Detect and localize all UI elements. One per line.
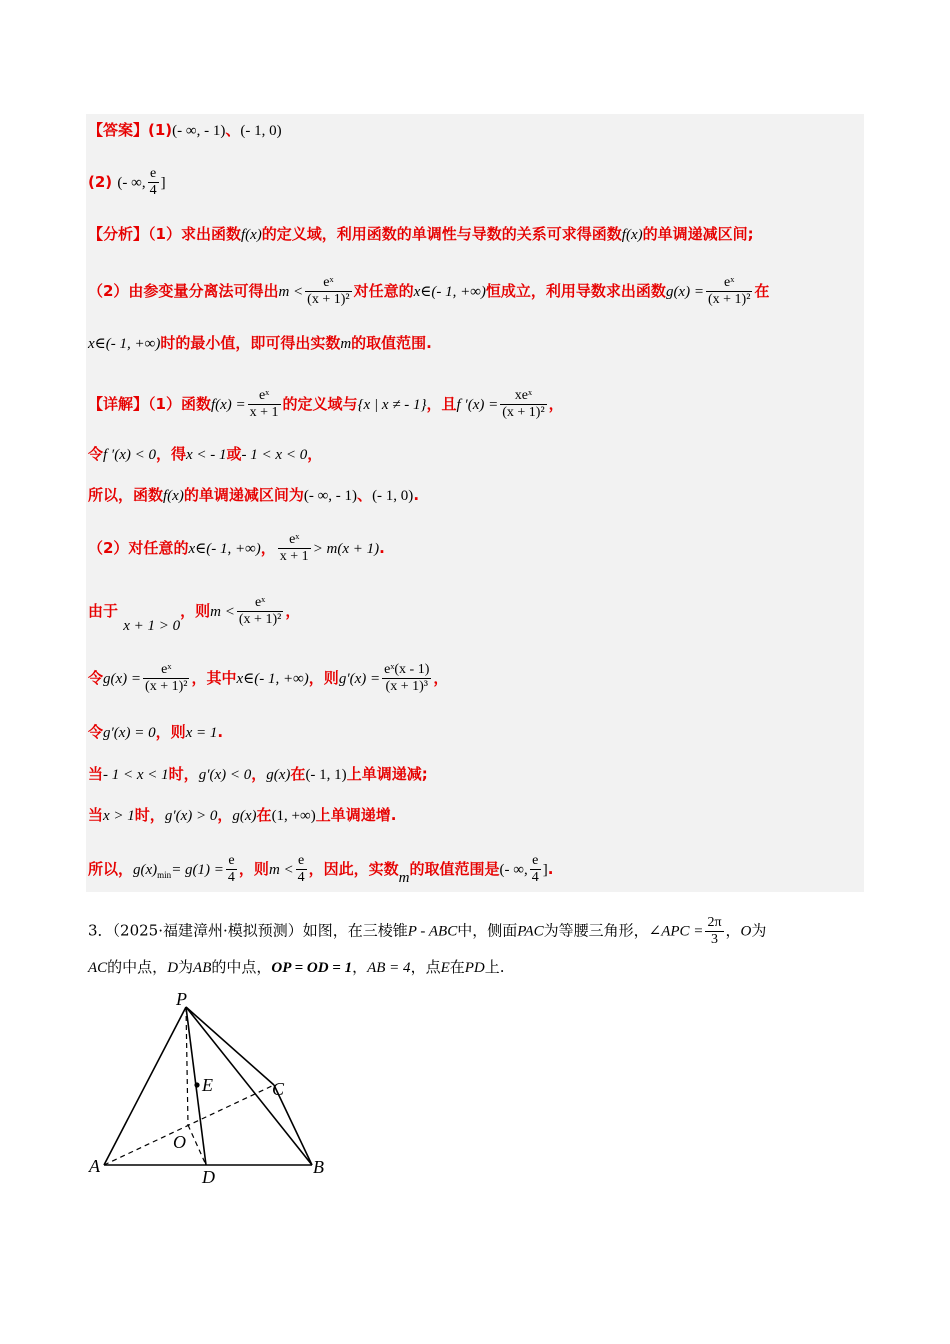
detail-line-4 xyxy=(88,532,385,565)
fraction-den: (x + 1)² xyxy=(502,405,545,420)
detail-text: 在 xyxy=(256,806,272,824)
detail-text: 令 xyxy=(88,445,104,463)
question-text: 为 xyxy=(751,921,767,940)
fraction-e-over-4 xyxy=(148,166,159,199)
fraction-num: e xyxy=(532,853,539,868)
detail-text: 当 xyxy=(88,806,104,824)
label-a: A xyxy=(89,1156,100,1176)
detail-text: . xyxy=(413,486,420,504)
math-ineq: - 1 < x < 0 xyxy=(241,447,308,463)
fraction xyxy=(237,595,283,628)
detail-text: ，因此，实数 xyxy=(308,860,399,878)
analysis-line-1 xyxy=(88,224,754,245)
question-text: ， xyxy=(725,921,741,940)
detail-text: ， xyxy=(433,669,449,687)
label-o: O xyxy=(173,1132,186,1152)
math-subscript: min xyxy=(157,870,172,880)
point-e-dot xyxy=(194,1082,199,1087)
math-gprime: g′(x) > 0 xyxy=(164,808,218,824)
detail-text: 当 xyxy=(88,765,104,783)
fraction xyxy=(382,662,431,695)
question-line-2 xyxy=(88,957,505,978)
math-fx: f(x) xyxy=(240,227,262,243)
detail-text: . xyxy=(379,539,385,557)
analysis-line-2 xyxy=(88,275,769,308)
math-m: m < xyxy=(210,604,235,620)
detail-line-5 xyxy=(88,595,301,634)
answer-interval-close: ] xyxy=(160,175,166,191)
fraction-den: 4 xyxy=(227,870,235,885)
math-ineq: x < - 1 xyxy=(186,447,227,463)
fraction xyxy=(143,662,189,695)
math-fx: f(x) = xyxy=(210,397,246,413)
math-interval: (- 1, 1) xyxy=(305,767,347,783)
analysis-text: 的取值范围. xyxy=(351,334,432,352)
detail-label: 【详解】（1）函数 xyxy=(88,395,211,413)
question-text: ， xyxy=(352,958,368,976)
analysis-line-3 xyxy=(88,333,432,354)
analysis-text: 恒成立，利用导数求出函数 xyxy=(485,282,666,300)
question-text: 的中点， xyxy=(211,958,272,976)
math-ineq: x > 1 xyxy=(103,808,135,824)
math-angle: ∠APC = xyxy=(648,923,704,940)
math-interval: (- ∞, - 1) xyxy=(303,488,358,504)
detail-line-2 xyxy=(88,444,322,465)
fraction-num: e xyxy=(149,166,157,181)
detail-text: （2）对任意的 xyxy=(88,539,189,557)
detail-text: ， xyxy=(251,765,267,783)
detail-text: ，则 xyxy=(180,602,211,620)
fraction-num: eˣ(x - 1) xyxy=(384,662,430,677)
fraction-num: e xyxy=(228,853,235,868)
math-domain: x∈(- 1, +∞) xyxy=(188,541,261,557)
fraction xyxy=(530,853,541,886)
math-d: D xyxy=(167,960,179,976)
math-tetra: P - ABC xyxy=(407,923,458,940)
separator: 、 xyxy=(357,486,373,504)
question-number: 3． xyxy=(88,921,113,940)
detail-text: ， xyxy=(217,806,233,824)
question-text: 上. xyxy=(484,958,505,976)
question-text: 为等腰三角形， xyxy=(543,921,649,940)
math-eq: AB = 4 xyxy=(367,960,411,976)
math-gx: g(x) xyxy=(232,808,257,824)
detail-text: 所以， xyxy=(88,860,134,878)
answer-line-1 xyxy=(88,120,282,141)
math-domain: x∈(- 1, +∞) xyxy=(88,336,161,352)
detail-text: ，则 xyxy=(308,669,339,687)
detail-text: 或 xyxy=(226,445,242,463)
fraction-den: 4 xyxy=(297,870,305,885)
fraction-den: (x + 1)³ xyxy=(382,678,431,695)
fraction-num: eˣ xyxy=(254,595,266,610)
detail-text: 的单调递减区间为 xyxy=(183,486,304,504)
detail-text: ，且 xyxy=(426,395,457,413)
fraction xyxy=(305,275,351,308)
math-eq: = g(1) = xyxy=(171,862,224,878)
detail-text: ， xyxy=(285,602,301,620)
label-b: B xyxy=(313,1157,324,1177)
detail-text: 由于 xyxy=(88,602,119,620)
question-text: （2025·福建漳州·模拟预测）如图，在三棱锥 xyxy=(112,921,408,940)
math-gx: g(x) = xyxy=(665,284,704,300)
fraction-num: e xyxy=(298,853,305,868)
fraction-den: (x + 1)² xyxy=(307,292,350,307)
fraction-den: x + 1 xyxy=(249,405,279,420)
fraction-num: eˣ xyxy=(724,275,735,290)
label-c: C xyxy=(272,1079,285,1099)
math-ineq: x + 1 > 0 xyxy=(123,618,181,634)
math-eq: OP = OD = 1 xyxy=(271,960,353,976)
analysis-text: 的单调递减区间; xyxy=(642,225,754,243)
math-m: m < xyxy=(268,862,294,878)
fraction xyxy=(706,275,752,308)
analysis-text: 的定义域，利用函数的单调性与导数的关系可求得函数 xyxy=(261,225,622,243)
fraction-num: eˣ xyxy=(323,275,334,290)
fraction-num: xeˣ xyxy=(514,388,533,403)
math-set: {x | x ≠ - 1} xyxy=(357,397,427,413)
label-p: P xyxy=(176,989,187,1009)
math-m: m < xyxy=(278,284,304,300)
question-text: 为 xyxy=(178,958,194,976)
fraction-num: eˣ xyxy=(161,662,172,677)
detail-text: ， xyxy=(260,539,276,557)
analysis-label: 【分析】（1）求出函数 xyxy=(88,225,241,243)
math-gx: g(x) xyxy=(133,862,158,878)
detail-text: 上单调递减; xyxy=(346,765,428,783)
math-interval: (- 1, 0) xyxy=(372,488,414,504)
detail-line-10 xyxy=(88,853,553,886)
math-fx: f(x) xyxy=(621,227,643,243)
detail-text: 时， xyxy=(134,806,165,824)
edge-ac-hidden xyxy=(104,1085,274,1165)
math-fx: f(x) xyxy=(163,488,184,504)
detail-line-7 xyxy=(88,722,223,743)
math-gx: g(x) xyxy=(266,767,291,783)
detail-text: . xyxy=(547,860,554,878)
analysis-text: （2）由参变量分离法可得出 xyxy=(88,282,279,300)
fraction-num: 2π xyxy=(707,915,722,930)
math-eq: g′(x) = 0 xyxy=(103,725,156,741)
detail-text: 所以，函数 xyxy=(88,486,164,504)
analysis-text: 在 xyxy=(754,282,770,300)
fraction-den: x + 1 xyxy=(279,549,309,564)
detail-line-8 xyxy=(88,764,428,785)
detail-line-3 xyxy=(88,485,419,506)
math-interval-open: (- ∞, xyxy=(499,862,528,878)
detail-text: 令 xyxy=(88,723,104,741)
detail-text: 的取值范围是 xyxy=(409,860,500,878)
detail-text: ，得 xyxy=(155,445,186,463)
detail-text: 在 xyxy=(290,765,306,783)
answer-label: 【答案】(1) xyxy=(88,121,173,139)
fraction-num: eˣ xyxy=(258,388,270,403)
math-interval-close: ] xyxy=(542,862,548,878)
detail-text: ，则 xyxy=(155,723,186,741)
question-line-1 xyxy=(88,915,766,948)
answer-interval-open: (- ∞, xyxy=(117,175,146,191)
detail-text: 上单调递增. xyxy=(315,806,397,824)
math-ineq: > m(x + 1) xyxy=(312,541,380,557)
question-text: 中，侧面 xyxy=(457,921,518,940)
detail-text: 的定义域与 xyxy=(282,395,358,413)
fraction-den: 4 xyxy=(531,870,539,885)
fraction xyxy=(248,388,281,421)
answer-interval-2: (- 1, 0) xyxy=(240,123,282,139)
detail-line-6 xyxy=(88,662,448,695)
detail-text: ， xyxy=(307,445,323,463)
tetrahedron-figure xyxy=(84,985,344,1185)
math-gprime: g′(x) < 0 xyxy=(198,767,252,783)
fraction xyxy=(705,915,723,948)
answer-part2-label: (2) xyxy=(88,173,113,191)
fraction xyxy=(500,388,546,421)
math-ineq: f ′(x) < 0 xyxy=(103,447,156,463)
question-text: 的中点， xyxy=(107,958,168,976)
fraction xyxy=(296,853,307,886)
label-d: D xyxy=(202,1167,215,1185)
math-fprime: f ′(x) = xyxy=(456,397,499,413)
question-text: 在 xyxy=(449,958,465,976)
edge-pc xyxy=(186,1007,274,1085)
detail-text: ， xyxy=(548,395,564,413)
math-domain: x∈(- 1, +∞) xyxy=(236,671,309,687)
fraction-den: (x + 1)² xyxy=(707,292,751,307)
fraction-den: (x + 1)² xyxy=(238,612,282,627)
math-o: O xyxy=(740,923,752,940)
fraction-den: (x + 1)² xyxy=(145,679,188,694)
detail-text: ，其中 xyxy=(191,669,237,687)
analysis-text: 时的最小值，即可得出实数 xyxy=(160,334,341,352)
math-pd: PD xyxy=(464,960,485,976)
math-e: E xyxy=(440,960,450,976)
math-gx: g(x) = xyxy=(103,671,142,687)
answer-interval-1: (- ∞, - 1) xyxy=(172,123,226,139)
detail-text: ，则 xyxy=(238,860,269,878)
math-face: PAC xyxy=(517,923,544,940)
math-ineq: - 1 < x < 1 xyxy=(103,767,169,783)
separator: 、 xyxy=(225,121,241,139)
fraction-den: 4 xyxy=(149,183,157,198)
math-domain: x∈(- 1, +∞) xyxy=(413,284,486,300)
math-gprime: g′(x) = xyxy=(338,671,381,687)
analysis-text: 对任意的 xyxy=(353,282,414,300)
math-m: m xyxy=(340,336,352,352)
question-text: ，点 xyxy=(410,958,441,976)
detail-text: 令 xyxy=(88,669,104,687)
fraction xyxy=(278,532,311,565)
math-interval: (1, +∞) xyxy=(271,808,316,824)
detail-text: 时， xyxy=(168,765,199,783)
detail-line-9 xyxy=(88,805,396,826)
math-eq: x = 1 xyxy=(185,725,218,741)
label-e: E xyxy=(202,1075,213,1095)
fraction xyxy=(226,853,237,886)
fraction-den: 3 xyxy=(705,931,723,948)
fraction-num: eˣ xyxy=(289,532,300,547)
answer-line-2 xyxy=(88,166,166,199)
math-ac: AC xyxy=(88,960,108,976)
math-ab: AB xyxy=(193,960,212,976)
detail-text: . xyxy=(217,723,224,741)
math-m: m xyxy=(398,870,410,886)
detail-line-1 xyxy=(88,388,564,421)
